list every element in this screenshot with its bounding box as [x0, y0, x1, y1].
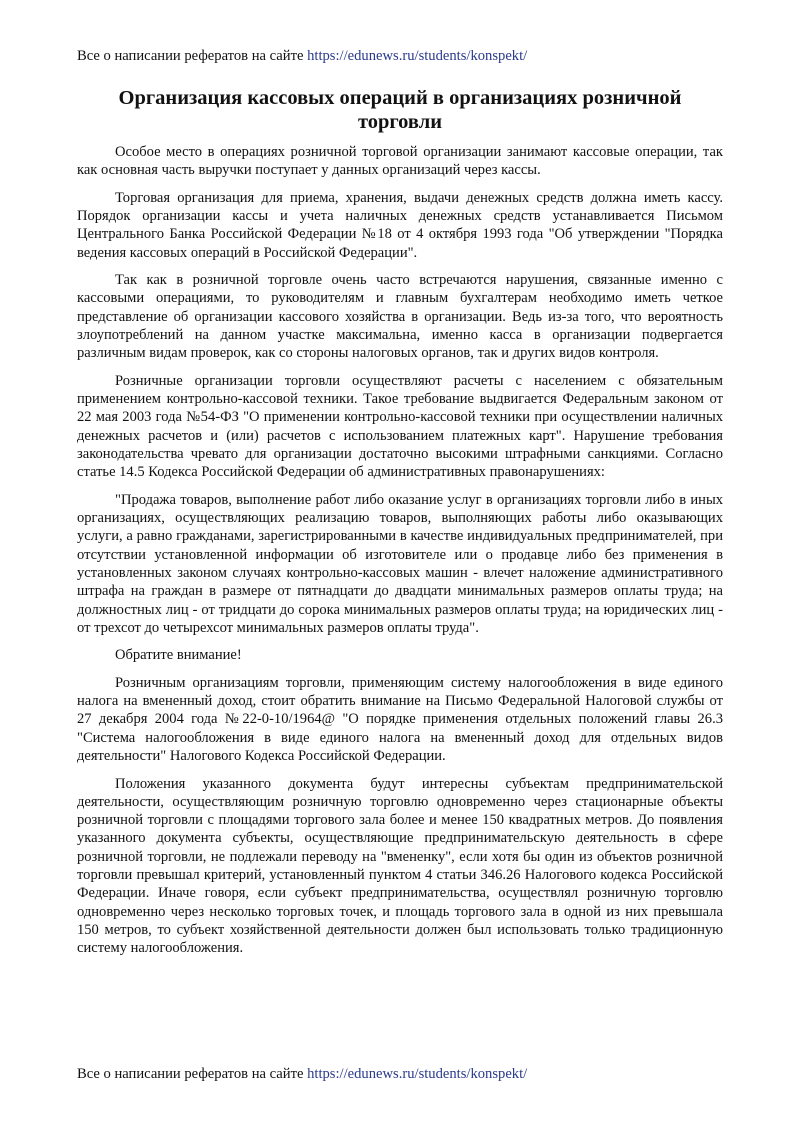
document-title: Организация кассовых операций в организациях розничной торговли — [118, 87, 682, 133]
paragraph: Торговая организация для приема, хранения, выдачи денежных средств должна иметь кассу. Порядок организации кассы и учета наличных денежных средств устанавливается Письмом Центрального Банка Российской Федерации №18 от 4 октября 1993 года "Об утверждении "Порядка ведения кассовых операций в Российской Федерации". — [77, 189, 723, 261]
header-link[interactable]: https://edunews.ru/students/konspekt/ — [307, 48, 528, 64]
footer-link[interactable]: https://edunews.ru/students/konspekt/ — [307, 1066, 528, 1082]
paragraph: Особое место в операциях розничной торговой организации занимают кассовые операции, так как основная часть выручки поступает у данных организаций через кассы. — [77, 144, 723, 179]
quote-paragraph: "Продажа товаров, выполнение работ либо оказание услуг в организациях торговли либо в иных организациях, осуществляющих реализацию товаров, выполняющих работы либо оказывающих услуги, а равно гражданами, зарегистрированными в качестве индивидуальных предпринимателей, при отсутствии установленной информации об изготовителе или о продавце либо без применения в установленных законом случаях контрольно-кассовых машин - влечет наложение административного штрафа на граждан в размере от пятнадцати до двадцати минимальных размеров оплаты труда; на должностных лиц - от тридцати до сорока минимальных размеров оплаты труда; на юридических лиц - от трехсот до четырехсот минимальных размеров оплаты труда". — [77, 491, 723, 636]
paragraph: Розничные организации торговли осуществляют расчеты с населением с обязательным применением контрольно-кассовой техники. Такое требование выдвигается Федеральным законом от 22 мая 2003 года №54-ФЗ "О применении контрольно-кассовой техники при осуществлении наличных денежных расчетов и (или) расчетов с использованием платежных карт". Нарушение требования законодательства чревато для организации достаточно высокими штрафными санкциями. Согласно статье 14.5 Кодекса Российской Федерации об административных правонарушениях: — [77, 372, 723, 481]
document-body — [77, 143, 723, 967]
paragraph: Положения указанного документа будут интересны субъектам предпринимательской деятельности, осуществляющим розничную торговлю одновременно через стационарные объекты розничной торговли с площадями торгового зала более и менее 150 квадратных метров. До появления указанного документа субъекты, осуществляющие предпринимательскую деятельность в сфере розничной торговли, не подлежали переводу на "вмененку", если хотя бы один из объектов розничной торговли превышал критерий, установленный пунктом 4 статьи 346.26 Налогового кодекса Российской Федерации. Иначе говоря, если субъект предпринимательства, осуществлял розничную торговлю одновременно через несколько торговых точек, и площадь торгового зала в одной из них превышала 150 метров, то субъект хозяйственной деятельности должен был использовать только традиционную систему налогообложения. — [77, 775, 723, 957]
paragraph: Розничным организациям торговли, применяющим систему налогообложения в виде единого налога на вмененный доход, стоит обратить внимание на Письмо Федеральной Налоговой службы от 27 декабря 2004 года №22-0-10/1964@ "О порядке применения отдельных положений главы 26.3 "Система налогообложения в виде единого налога на вмененный доход для отдельных видов деятельности" Налогового Кодекса Российской Федерации. — [77, 674, 723, 765]
footer-prefix: Все о написании рефератов на сайте — [77, 1066, 304, 1082]
paragraph: Так как в розничной торговле очень часто встречаются нарушения, связанные именно с кассовыми операциями, то руководителям и главным бухгалтерам необходимо иметь четкое представление об организации кассового хозяйства в организации. Ведь из-за того, что вероятность злоупотреблений на данном участке максимальна, именно касса в организации подвергается различным видам проверок, как со стороны налоговых органов, так и других видов контроля. — [77, 272, 723, 362]
header-prefix: Все о написании рефератов на сайте — [77, 48, 304, 64]
footer-line — [77, 1065, 527, 1083]
header-line — [77, 47, 527, 65]
notice-paragraph: Обратите внимание! — [115, 647, 242, 664]
document-page — [77, 0, 723, 1131]
